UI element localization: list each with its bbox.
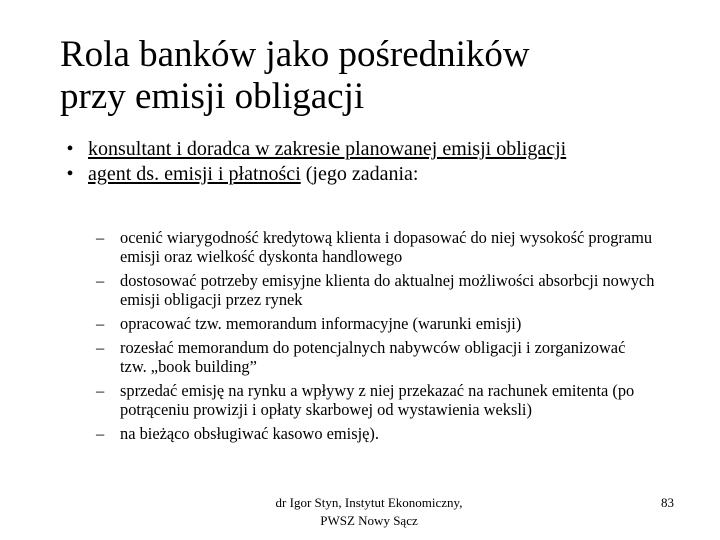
sub-bullet-item	[96, 314, 656, 333]
slide-title	[60, 34, 700, 118]
dash-marker: –	[96, 337, 105, 357]
title-line-2: przy emisji obligacji	[60, 76, 365, 117]
bullet-marker: •	[66, 163, 74, 185]
bullet-item	[60, 163, 680, 186]
footer-author: dr Igor Styn, Instytut Ekonomiczny,	[275, 495, 463, 510]
footer-institution: PWSZ Nowy Sącz	[320, 513, 418, 528]
page-number: 83	[661, 495, 674, 510]
sub-bullet-item	[96, 381, 656, 419]
dash-marker: –	[96, 423, 105, 443]
bullet-item	[60, 138, 680, 161]
dash-marker: –	[96, 314, 105, 333]
sub-bullet-list	[96, 228, 656, 448]
bullet-list	[60, 138, 680, 188]
slide-footer	[240, 494, 498, 530]
sub-bullet-text: na bieżąco obsługiwać kasowo emisję).	[120, 423, 379, 443]
bullet-text: (jego zadania:	[300, 163, 419, 185]
sub-bullet-item	[96, 228, 656, 266]
sub-bullet-item	[96, 424, 656, 443]
sub-bullet-text: sprzedać emisję na rynku a wpływy z niej przekazać na rachunek emitenta (po potrąceniu prowizji i opłaty skarbowej od wystawienia weksli)	[120, 380, 635, 419]
bullet-marker: •	[66, 138, 74, 160]
bullet-text-underlined: agent ds. emisji i płatności	[88, 163, 301, 185]
title-line-1: Rola banków jako pośredników	[60, 34, 530, 75]
sub-bullet-text: opracować tzw. memorandum informacyjne (warunki emisji)	[120, 314, 522, 333]
dash-marker: –	[96, 228, 105, 247]
sub-bullet-text: dostosować potrzeby emisyjne klienta do aktualnej możliwości absorbcji nowych emisji obligacji przez rynek	[120, 271, 655, 310]
bullet-text-underlined: konsultant i doradca w zakresie planowanej emisji obligacji	[88, 138, 567, 160]
dash-marker: –	[96, 380, 105, 400]
dash-marker: –	[96, 271, 105, 290]
sub-bullet-text: ocenić wiarygodność kredytową klienta i dopasować do niej wysokość programu emisji oraz wielkość dyskonta handlowego	[120, 228, 653, 267]
sub-bullet-item	[96, 338, 656, 376]
sub-bullet-text: rozesłać memorandum do potencjalnych nabywców obligacji i zorganizować tzw. „book building”	[120, 337, 626, 376]
sub-bullet-item	[96, 271, 656, 309]
